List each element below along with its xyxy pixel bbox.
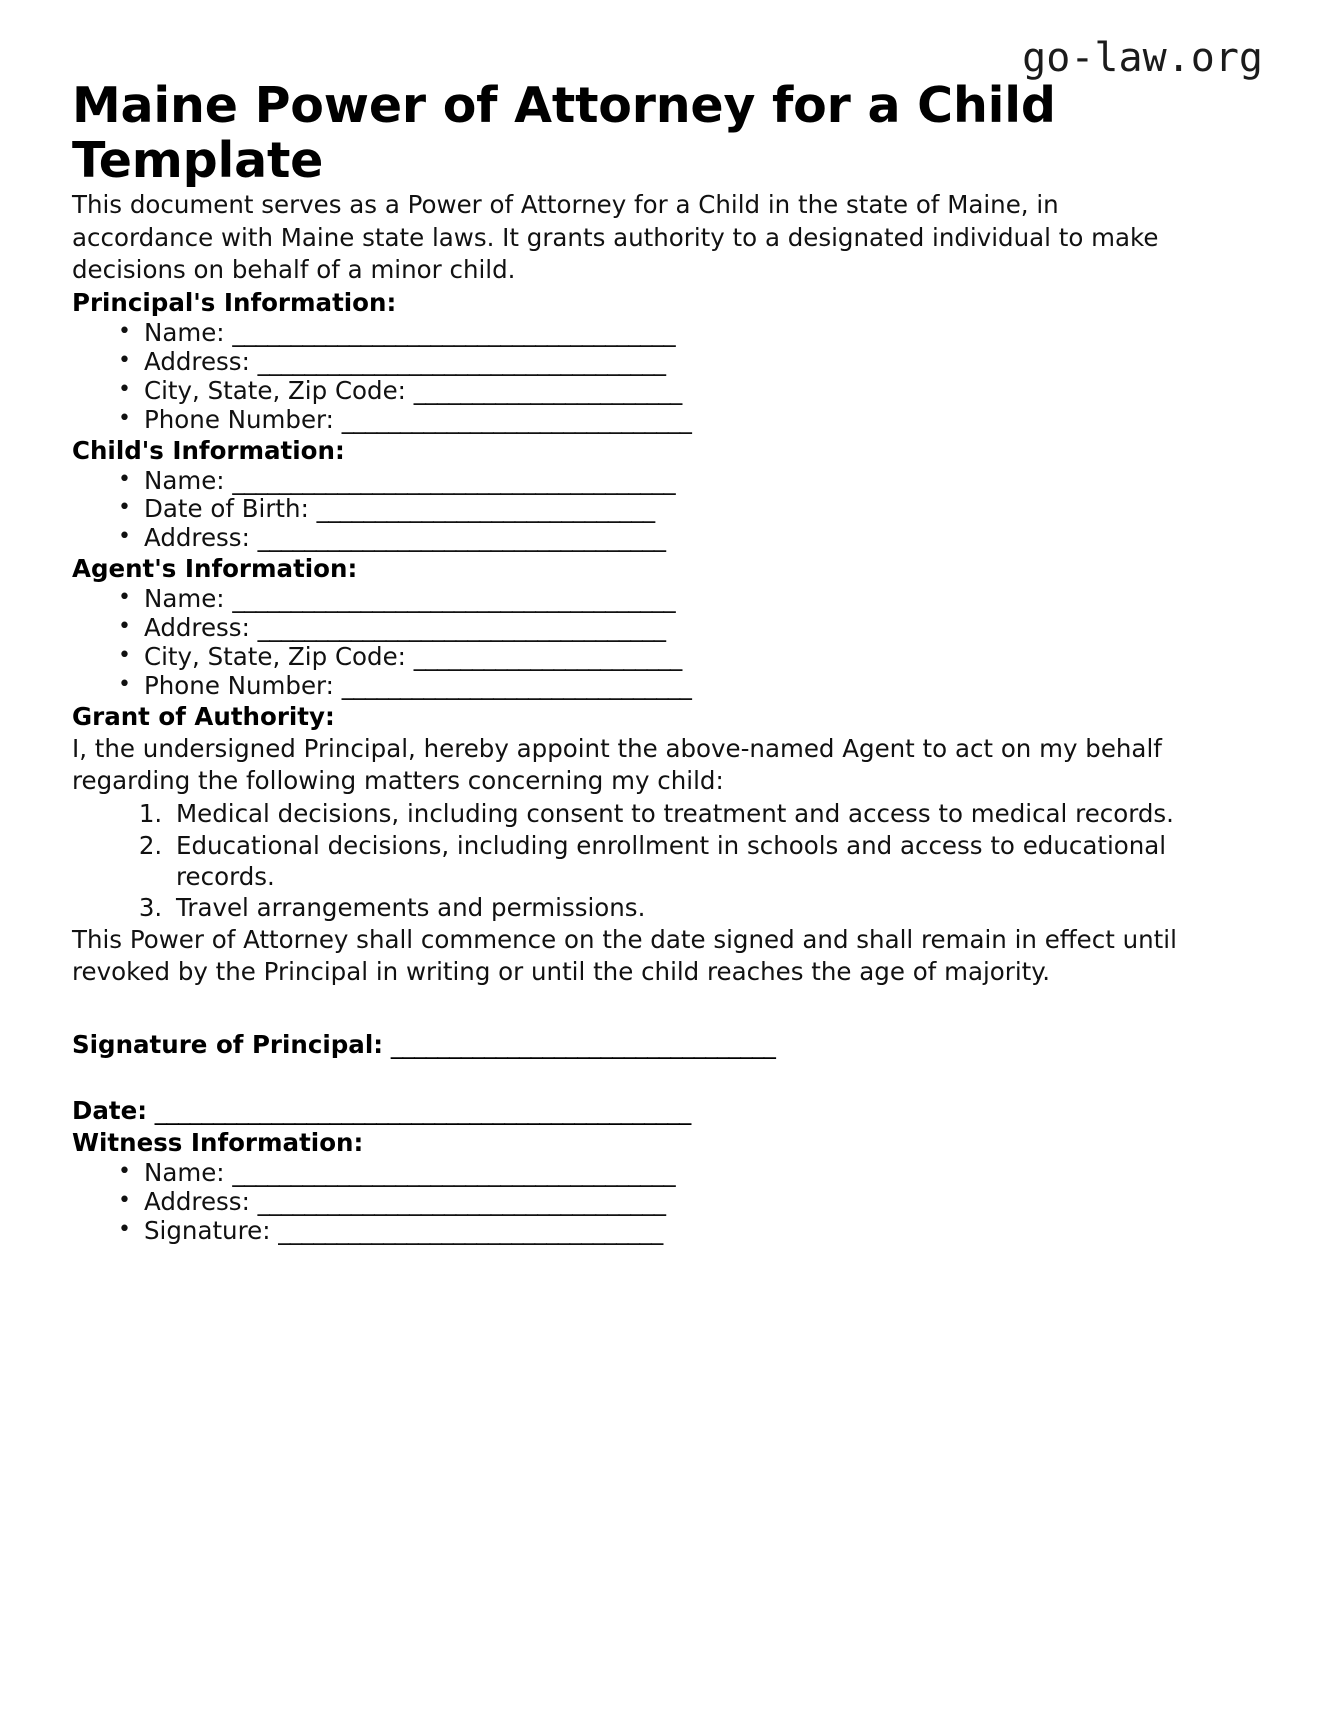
list-item — [144, 467, 1259, 496]
field-label: Phone Number: — [144, 404, 334, 434]
list-item — [144, 614, 1259, 643]
section-heading-principal: Principal's Information: — [72, 288, 397, 318]
date-label: Date: — [72, 1096, 147, 1126]
field-blank[interactable]: ______________________________________ — [232, 584, 676, 614]
field-label: Signature: — [144, 1215, 271, 1245]
date-line — [72, 1095, 1259, 1127]
field-blank[interactable]: _____________________________ — [316, 494, 655, 524]
field-label: Address: — [144, 1186, 250, 1216]
grant-intro-paragraph: I, the undersigned Principal, hereby appoint the above-named Agent to act on my behalf regarding the following matters concerning my child: — [72, 733, 1162, 796]
field-blank[interactable]: ______________________________ — [341, 404, 692, 434]
list-item — [144, 524, 1259, 553]
list-item — [144, 319, 1259, 348]
field-label: Name: — [144, 465, 225, 495]
field-blank[interactable]: _________________________________ — [278, 1215, 663, 1245]
field-blank[interactable]: ___________________________________ — [257, 346, 666, 376]
field-label: Address: — [144, 612, 250, 642]
authority-list — [72, 798, 1225, 923]
list-item — [144, 377, 1259, 406]
signature-blank[interactable]: _________________________________ — [390, 1030, 776, 1060]
field-label: City, State, Zip Code: — [144, 641, 406, 671]
list-item — [144, 672, 1259, 701]
signature-label: Signature of Principal: — [72, 1030, 384, 1060]
field-blank[interactable]: ___________________________________ — [257, 523, 666, 553]
section-heading-witness: Witness Information: — [72, 1127, 364, 1157]
field-label: Address: — [144, 523, 250, 553]
site-watermark: go-law.org — [1022, 35, 1263, 81]
field-blank[interactable]: ______________________________________ — [232, 1157, 676, 1187]
field-label: City, State, Zip Code: — [144, 375, 406, 405]
list-item — [144, 1217, 1259, 1246]
section-heading-grant-of-authority: Grant of Authority: — [72, 701, 335, 731]
field-label: Name: — [144, 1157, 225, 1187]
field-blank[interactable]: _______________________ — [413, 641, 682, 671]
principal-field-list — [72, 319, 1259, 435]
field-blank[interactable]: _______________________ — [413, 375, 682, 405]
list-item: 1. Medical decisions, including consent to treatment and access to medical records. — [170, 798, 1225, 829]
list-item — [144, 406, 1259, 435]
list-item — [144, 585, 1259, 614]
witness-field-list — [72, 1159, 1259, 1246]
field-blank[interactable]: ______________________________________ — [232, 465, 676, 495]
section-heading-agent: Agent's Information: — [72, 554, 358, 584]
field-blank[interactable]: ___________________________________ — [257, 612, 666, 642]
list-item — [144, 1188, 1259, 1217]
date-blank[interactable]: ______________________________________________ — [154, 1096, 691, 1126]
list-item — [144, 643, 1259, 672]
agent-field-list — [72, 585, 1259, 701]
field-blank[interactable]: ______________________________ — [341, 670, 692, 700]
field-label: Phone Number: — [144, 670, 334, 700]
page-title: Maine Power of Attorney for a Child Template — [72, 77, 1056, 190]
section-heading-child: Child's Information: — [72, 435, 345, 465]
field-label: Date of Birth: — [144, 494, 309, 524]
field-label: Address: — [144, 346, 250, 376]
child-field-list — [72, 467, 1259, 554]
signature-of-principal-line — [72, 1029, 1259, 1061]
field-label: Name: — [144, 584, 225, 614]
list-item: 3. Travel arrangements and permissions. — [170, 892, 1225, 923]
list-item — [144, 1159, 1259, 1188]
intro-paragraph: This document serves as a Power of Attorney for a Child in the state of Maine, in accordance with Maine state laws. It grants authority to a designated individual to make decisions on behalf of a minor child. — [72, 189, 1159, 285]
field-label: Name: — [144, 318, 225, 348]
list-item — [144, 495, 1259, 524]
list-item — [144, 348, 1259, 377]
closing-paragraph: This Power of Attorney shall commence on the date signed and shall remain in effect until revoked by the Principal in writing or until the child reaches the age of majority. — [72, 924, 1177, 987]
field-blank[interactable]: ___________________________________ — [257, 1186, 666, 1216]
list-item: 2. Educational decisions, including enrollment in schools and access to educational records. — [170, 830, 1225, 893]
field-blank[interactable]: ______________________________________ — [232, 318, 676, 348]
